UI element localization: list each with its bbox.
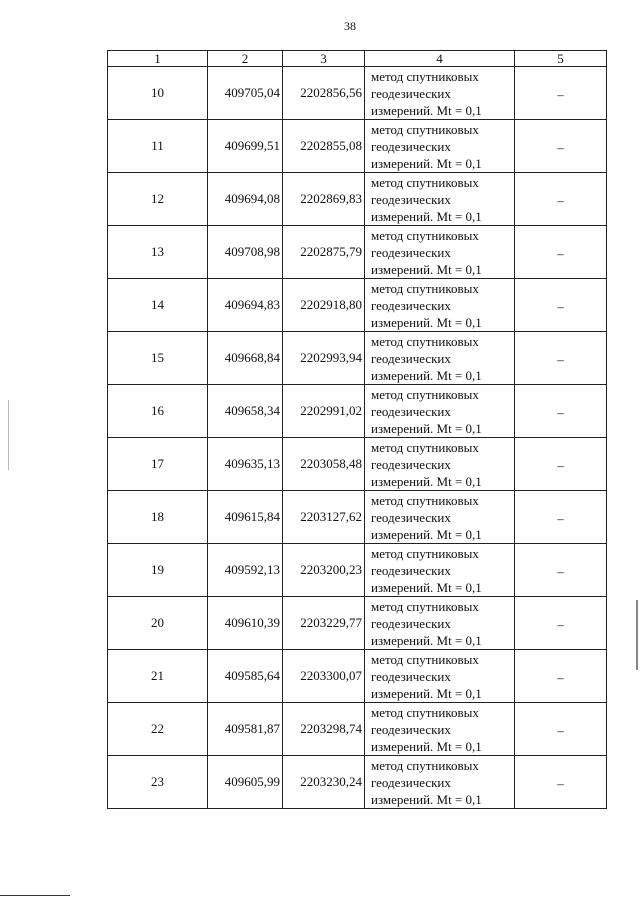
point-number-cell: 22 — [108, 703, 208, 756]
table-header-row — [108, 51, 607, 67]
method-line: геодезических — [371, 562, 451, 578]
x-coordinate-cell: 409658,34 — [208, 385, 283, 438]
x-coordinate-cell: 409705,04 — [208, 67, 283, 120]
x-coordinate-cell: 409585,64 — [208, 650, 283, 703]
method-line: метод спутниковых — [371, 757, 479, 773]
method-line: геодезических — [371, 191, 451, 207]
note-cell — [515, 120, 607, 173]
dash-mark: – — [557, 458, 564, 473]
scan-margin-mark — [8, 400, 9, 470]
point-number-cell: 12 — [108, 173, 208, 226]
table-row — [108, 491, 607, 544]
method-line: измерений. Mt = 0,1 — [371, 579, 482, 595]
footer-rule — [0, 895, 70, 896]
method-line: геодезических — [371, 774, 451, 790]
method-cell — [365, 491, 515, 544]
table-row — [108, 385, 607, 438]
method-line: геодезических — [371, 403, 451, 419]
x-coordinate-cell: 409694,08 — [208, 173, 283, 226]
method-cell — [365, 67, 515, 120]
x-coordinate-cell: 409581,87 — [208, 703, 283, 756]
note-cell — [515, 703, 607, 756]
x-coordinate-cell: 409694,83 — [208, 279, 283, 332]
table-row — [108, 544, 607, 597]
table-row — [108, 597, 607, 650]
method-cell — [365, 279, 515, 332]
method-line: геодезических — [371, 350, 451, 366]
method-line: метод спутниковых — [371, 174, 479, 190]
table-row — [108, 120, 607, 173]
x-coordinate-cell: 409699,51 — [208, 120, 283, 173]
dash-mark: – — [557, 617, 564, 632]
dash-mark: – — [557, 299, 564, 314]
dash-mark: – — [557, 564, 564, 579]
method-cell — [365, 544, 515, 597]
note-cell — [515, 385, 607, 438]
method-line: измерений. Mt = 0,1 — [371, 420, 482, 436]
coordinates-table — [107, 50, 607, 809]
method-cell — [365, 438, 515, 491]
table-row — [108, 67, 607, 120]
y-coordinate-cell: 2203127,62 — [283, 491, 365, 544]
method-line: геодезических — [371, 668, 451, 684]
table-row — [108, 438, 607, 491]
method-line: геодезических — [371, 138, 451, 154]
method-line: измерений. Mt = 0,1 — [371, 738, 482, 754]
method-line: геодезических — [371, 85, 451, 101]
point-number-cell: 10 — [108, 67, 208, 120]
table-row — [108, 332, 607, 385]
dash-mark: – — [557, 87, 564, 102]
method-cell — [365, 332, 515, 385]
x-coordinate-cell: 409605,99 — [208, 756, 283, 809]
method-line: метод спутниковых — [371, 68, 479, 84]
point-number-cell: 13 — [108, 226, 208, 279]
method-line: метод спутниковых — [371, 545, 479, 561]
point-number-cell: 18 — [108, 491, 208, 544]
table-row — [108, 279, 607, 332]
method-line: метод спутниковых — [371, 492, 479, 508]
dash-mark: – — [557, 511, 564, 526]
method-cell — [365, 120, 515, 173]
method-line: измерений. Mt = 0,1 — [371, 526, 482, 542]
y-coordinate-cell: 2202918,80 — [283, 279, 365, 332]
method-cell — [365, 173, 515, 226]
y-coordinate-cell: 2202856,56 — [283, 67, 365, 120]
method-line: измерений. Mt = 0,1 — [371, 261, 482, 277]
dash-mark: – — [557, 193, 564, 208]
dash-mark: – — [557, 405, 564, 420]
x-coordinate-cell: 409615,84 — [208, 491, 283, 544]
method-line: метод спутниковых — [371, 598, 479, 614]
y-coordinate-cell: 2203200,23 — [283, 544, 365, 597]
point-number-cell: 11 — [108, 120, 208, 173]
method-line: метод спутниковых — [371, 651, 479, 667]
method-cell — [365, 226, 515, 279]
y-coordinate-cell: 2202991,02 — [283, 385, 365, 438]
method-line: метод спутниковых — [371, 386, 479, 402]
scan-edge-mark — [636, 600, 638, 670]
note-cell — [515, 67, 607, 120]
x-coordinate-cell: 409668,84 — [208, 332, 283, 385]
note-cell — [515, 226, 607, 279]
note-cell — [515, 756, 607, 809]
x-coordinate-cell: 409610,39 — [208, 597, 283, 650]
table-row — [108, 756, 607, 809]
method-line: измерений. Mt = 0,1 — [371, 155, 482, 171]
table-body — [108, 67, 607, 809]
header-col-1: 1 — [108, 51, 208, 67]
x-coordinate-cell: 409592,13 — [208, 544, 283, 597]
x-coordinate-cell: 409635,13 — [208, 438, 283, 491]
y-coordinate-cell: 2203298,74 — [283, 703, 365, 756]
method-line: измерений. Mt = 0,1 — [371, 685, 482, 701]
method-cell — [365, 597, 515, 650]
method-line: метод спутниковых — [371, 280, 479, 296]
y-coordinate-cell: 2202875,79 — [283, 226, 365, 279]
note-cell — [515, 491, 607, 544]
table-row — [108, 173, 607, 226]
y-coordinate-cell: 2202869,83 — [283, 173, 365, 226]
y-coordinate-cell: 2203230,24 — [283, 756, 365, 809]
note-cell — [515, 544, 607, 597]
y-coordinate-cell: 2203300,07 — [283, 650, 365, 703]
method-cell — [365, 650, 515, 703]
y-coordinate-cell: 2202855,08 — [283, 120, 365, 173]
point-number-cell: 20 — [108, 597, 208, 650]
method-line: метод спутниковых — [371, 439, 479, 455]
dash-mark: – — [557, 776, 564, 791]
method-line: измерений. Mt = 0,1 — [371, 473, 482, 489]
header-col-2: 2 — [208, 51, 283, 67]
point-number-cell: 15 — [108, 332, 208, 385]
page-number: 38 — [344, 19, 356, 33]
point-number-cell: 14 — [108, 279, 208, 332]
method-line: измерений. Mt = 0,1 — [371, 632, 482, 648]
dash-mark: – — [557, 723, 564, 738]
table-row — [108, 226, 607, 279]
y-coordinate-cell: 2202993,94 — [283, 332, 365, 385]
dash-mark: – — [557, 670, 564, 685]
point-number-cell: 16 — [108, 385, 208, 438]
method-line: геодезических — [371, 615, 451, 631]
note-cell — [515, 173, 607, 226]
method-line: измерений. Mt = 0,1 — [371, 314, 482, 330]
note-cell — [515, 438, 607, 491]
dash-mark: – — [557, 352, 564, 367]
method-cell — [365, 385, 515, 438]
y-coordinate-cell: 2203058,48 — [283, 438, 365, 491]
point-number-cell: 23 — [108, 756, 208, 809]
method-cell — [365, 756, 515, 809]
point-number-cell: 17 — [108, 438, 208, 491]
method-line: геодезических — [371, 244, 451, 260]
table-row — [108, 650, 607, 703]
method-line: геодезических — [371, 509, 451, 525]
method-cell — [365, 703, 515, 756]
method-line: измерений. Mt = 0,1 — [371, 791, 482, 807]
note-cell — [515, 650, 607, 703]
method-line: измерений. Mt = 0,1 — [371, 208, 482, 224]
x-coordinate-cell: 409708,98 — [208, 226, 283, 279]
header-col-5: 5 — [515, 51, 607, 67]
dash-mark: – — [557, 246, 564, 261]
method-line: геодезических — [371, 721, 451, 737]
method-line: метод спутниковых — [371, 227, 479, 243]
method-line: метод спутниковых — [371, 704, 479, 720]
method-line: геодезических — [371, 456, 451, 472]
note-cell — [515, 279, 607, 332]
header-col-4: 4 — [365, 51, 515, 67]
y-coordinate-cell: 2203229,77 — [283, 597, 365, 650]
method-line: геодезических — [371, 297, 451, 313]
method-line: измерений. Mt = 0,1 — [371, 102, 482, 118]
method-line: метод спутниковых — [371, 333, 479, 349]
note-cell — [515, 332, 607, 385]
method-line: измерений. Mt = 0,1 — [371, 367, 482, 383]
note-cell — [515, 597, 607, 650]
point-number-cell: 19 — [108, 544, 208, 597]
dash-mark: – — [557, 140, 564, 155]
table-row — [108, 703, 607, 756]
method-line: метод спутниковых — [371, 121, 479, 137]
header-col-3: 3 — [283, 51, 365, 67]
point-number-cell: 21 — [108, 650, 208, 703]
